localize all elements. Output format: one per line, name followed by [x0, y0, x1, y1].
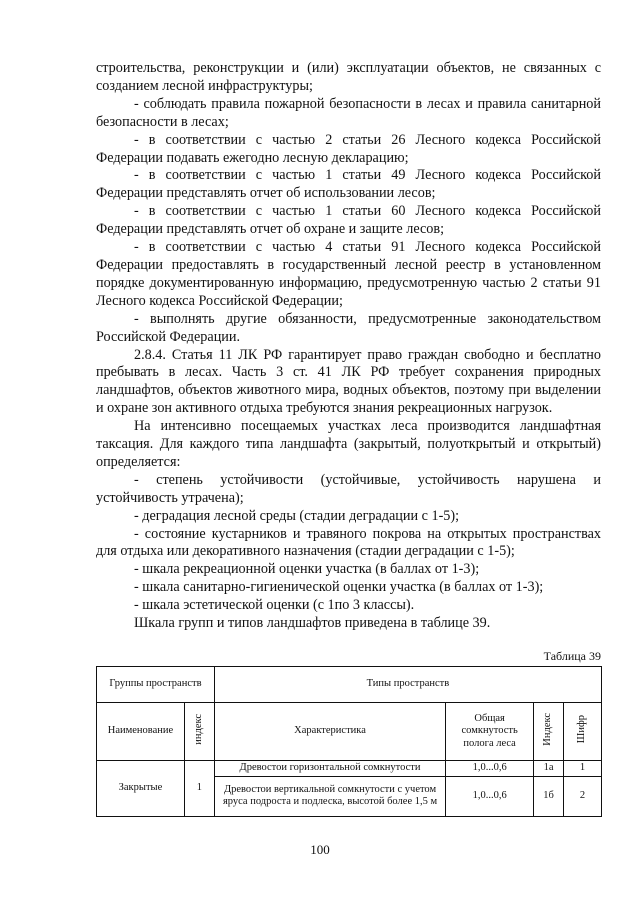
paragraph: - в соответствии с частью 1 статьи 60 Лесного кодекса Российской Федерации представлять отчет об охране и защите лесов; [96, 203, 601, 238]
paragraph: - состояние кустарников и травяного покрова на открытых пространствах для отдыха или декоративного назначения (стадии деградации с 1-5); [96, 525, 601, 560]
col-index2-label: Индекс [542, 712, 554, 746]
paragraph: 2.8.4. Статья 11 ЛК РФ гарантирует право граждан свободно и бесплатно пребывать в лесах. Часть 3 ст. 41 ЛК РФ требует сохранения природных ландшафтов, объектов животного мира, водных объектов, поэтому при выделении и охране зон активного отдыха требуются знания рекреационных нагрузок. [96, 346, 601, 417]
paragraph: - шкала санитарно-гигиенической оценки участка (в баллах от 1-3); [134, 579, 544, 596]
paragraph: - шкала рекреационной оценки участка (в баллах от 1-3); [134, 561, 480, 578]
col-index-label: индекс [193, 713, 205, 745]
paragraph: - деградация лесной среды (стадии деградации с 1-5); [134, 507, 460, 524]
index-cell: 1а [534, 761, 564, 777]
col-index2-header [534, 703, 564, 761]
header-group-right: Типы пространств [214, 667, 601, 703]
group-index-cell: 1 [184, 761, 214, 817]
page-number: 100 [310, 842, 330, 857]
paragraph: - степень устойчивости (устойчивые, устойчивость нарушена и устойчивость утрачена); [96, 471, 601, 506]
characteristic-cell: Древостои вертикальной сомкнутости с учетом яруса подроста и подлеска, высотой более 1,5 м [214, 776, 445, 816]
paragraph: Шкала групп и типов ландшафтов приведена в таблице 39. [134, 615, 491, 632]
paragraph: - соблюдать правила пожарной безопасности в лесах и правила санитарной безопасности в лесах; [96, 95, 601, 130]
col-characteristic-header: Характеристика [214, 703, 445, 761]
paragraph: строительства, реконструкции и (или) эксплуатации объектов, не связанных с созданием лесной инфраструктуры; [96, 60, 601, 94]
characteristic-cell: Древостои горизонтальной сомкнутости [214, 761, 445, 777]
paragraph: - шкала эстетической оценки (с 1по 3 классы). [134, 597, 415, 614]
group-name-cell: Закрытые [97, 761, 185, 817]
col-name-header: Наименование [97, 703, 185, 761]
density-cell: 1,0...0,6 [446, 761, 534, 777]
paragraph: - в соответствии с частью 2 статьи 26 Лесного кодекса Российской Федерации подавать ежегодно лесную декларацию; [96, 131, 601, 166]
index-cell: 1б [534, 776, 564, 816]
body-text [96, 60, 601, 633]
col-index-header [184, 703, 214, 761]
code-cell: 2 [564, 776, 602, 816]
col-code-label: Шифр [576, 715, 588, 744]
code-cell: 1 [564, 761, 602, 777]
paragraph: На интенсивно посещаемых участках леса производится ландшафтная таксация. Для каждого типа ландшафта (закрытый, полуоткрытый и открытый) определяется: [96, 418, 601, 470]
paragraph: - выполнять другие обязанности, предусмотренные законодательством Российской Федерации. [96, 310, 601, 345]
paragraph: - в соответствии с частью 1 статьи 49 Лесного кодекса Российской Федерации представлять отчет об использовании лесов; [96, 167, 601, 202]
col-density-header: Общая сомкнутость полога леса [446, 703, 534, 761]
col-code-header [564, 703, 602, 761]
header-group-left: Группы пространств [97, 667, 215, 703]
paragraph: - в соответствии с частью 4 статьи 91 Лесного кодекса Российской Федерации предоставлять в государственный лесной реестр в установленном порядке документированную информацию, предусмотренную частью 2 статьи 91 Лесного кодекса Российской Федерации; [96, 239, 601, 309]
density-cell: 1,0...0,6 [446, 776, 534, 816]
table-caption: Таблица 39 [543, 649, 601, 663]
landscape-table [96, 666, 602, 817]
